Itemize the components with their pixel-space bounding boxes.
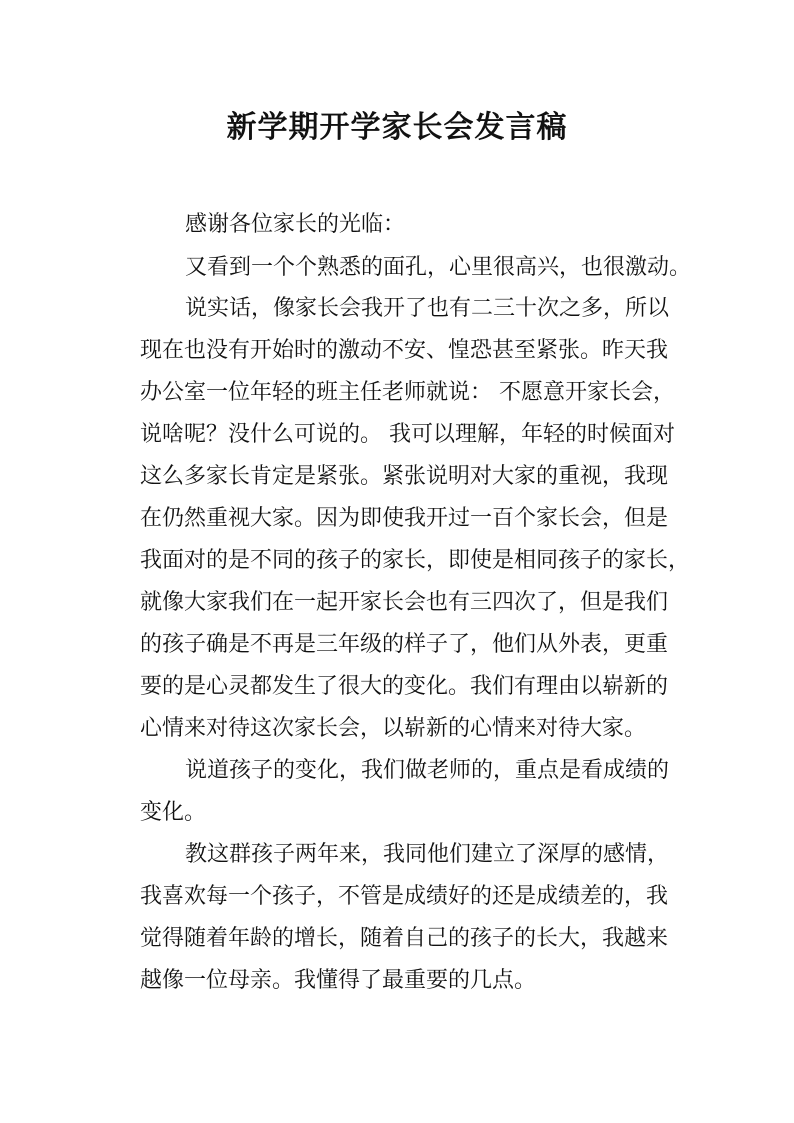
text-line: 要的是心灵都发生了很大的变化。我们有理由以崭新的 bbox=[140, 674, 669, 699]
text-line: 现在也没有开始时的激动不安、惶恐甚至紧张。昨天我 bbox=[140, 338, 669, 363]
text-line: 在仍然重视大家。因为即使我开过一百个家长会，但是 bbox=[140, 506, 669, 531]
text-line: 变化。 bbox=[140, 800, 207, 825]
text-line: 又看到一个个熟悉的面孔，心里很高兴，也很激动。 bbox=[185, 255, 692, 280]
text-line: 就像大家我们在一起开家长会也有三四次了，但是我们 bbox=[140, 590, 669, 615]
text-line: 觉得随着年龄的增长，随着自己的孩子的长大，我越来 bbox=[140, 926, 669, 951]
text-line: 我喜欢每一个孩子，不管是成绩好的还是成绩差的，我 bbox=[140, 884, 669, 909]
text-line: 的孩子确是不再是三年级的样子了，他们从外表，更重 bbox=[140, 632, 669, 657]
text-line: 这么多家长肯定是紧张。紧张说明对大家的重视，我现 bbox=[140, 464, 669, 489]
text-line: 说啥呢？没什么可说的。 我可以理解，年轻的时候面对 bbox=[140, 422, 675, 447]
text-line: 感谢各位家长的光临： bbox=[185, 212, 406, 237]
text-line: 越像一位母亲。我懂得了最重要的几点。 bbox=[140, 968, 537, 993]
text-line: 说实话，像家长会我开了也有二三十次之多，所以 bbox=[185, 296, 670, 321]
text-line: 我面对的是不同的孩子的家长，即使是相同孩子的家长， bbox=[140, 548, 691, 573]
text-line: 办公室一位年轻的班主任老师就说： 不愿意开家长会， bbox=[140, 380, 675, 405]
text-line: 教这群孩子两年来，我同他们建立了深厚的感情， bbox=[185, 842, 670, 867]
text-line: 说道孩子的变化，我们做老师的，重点是看成绩的 bbox=[185, 758, 670, 783]
text-line: 心情来对待这次家长会，以崭新的心情来对待大家。 bbox=[140, 716, 647, 741]
document-title: 新学期开学家长会发言稿 bbox=[226, 110, 568, 145]
